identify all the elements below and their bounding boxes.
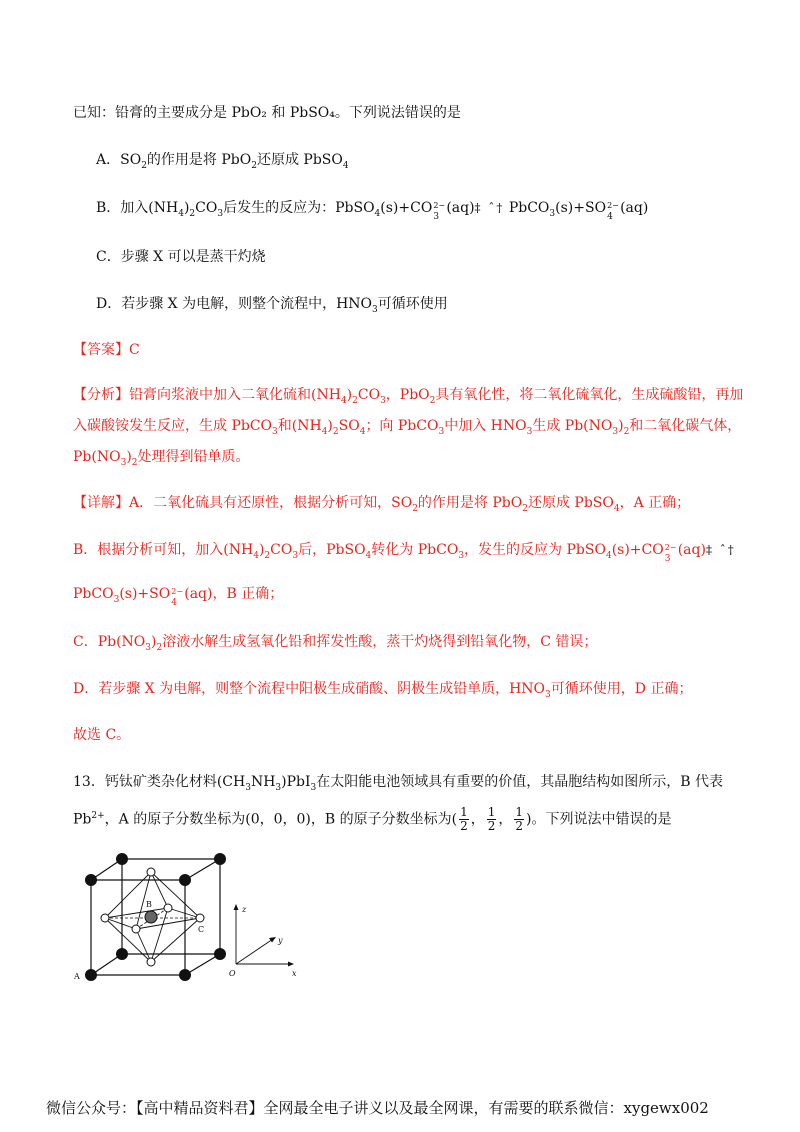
- detail-line-5: D．若步骤 X 为电解，则整个流程中阳极生成硝酸、阴极生成铅单质，$HNO_3$可循环使用，D 正确；: [73, 681, 693, 700]
- body-center-atom-b: [145, 911, 157, 923]
- face-center-atom: [147, 868, 155, 876]
- origin-label: O: [229, 969, 236, 978]
- corner-atom: [214, 853, 226, 865]
- corner-atom: [116, 948, 128, 960]
- face-center-atom: [132, 925, 140, 933]
- fraction-half: $\frac{1}{2}$: [460, 805, 468, 833]
- y-axis-arrow-icon: [269, 937, 276, 943]
- option-a: A．$SO_2$的作用是将 PbO$_2$还原成 PbSO$_4$: [96, 152, 349, 171]
- x-axis-arrow-icon: [288, 962, 294, 967]
- equilibrium-arrow: ‡ ˆ†: [474, 201, 505, 215]
- face-center-atom: [164, 904, 172, 912]
- crystal-cell-figure: [70, 850, 310, 985]
- analysis-line-1: 【分析】铅膏向浆液中加入二氧化硫和$(NH_4)_2CO_3$，PbO$_2$具有氧化性，将二氧化硫氧化，生成硫酸铅，再加: [73, 387, 744, 406]
- corner-atom-a: [85, 969, 97, 981]
- sulfate-ion: 2− 4: [171, 587, 184, 608]
- answer-line: 【答案】C: [73, 342, 140, 358]
- corner-atom: [85, 874, 97, 886]
- label-a: A: [74, 972, 80, 981]
- option-d: D．若步骤 X 为电解，则整个流程中，$HNO_3$可循环使用: [96, 296, 448, 315]
- axis-x-label: x: [292, 969, 297, 978]
- sulfate-ion: 2− 4: [607, 201, 619, 222]
- axis-z-label: z: [242, 905, 247, 914]
- option-b: B．加入$(NH_4)_2CO_3$后发生的反应为：PbSO$_4$(s)+CO 2− 3 (aq)‡ ˆ† PbCO$_3$(s)+SO 2− 4 (aq): [96, 200, 649, 222]
- corner-atom: [116, 853, 128, 865]
- label-b: B: [146, 900, 152, 909]
- corner-atom: [179, 969, 191, 981]
- axis-y-label: y: [278, 936, 283, 945]
- carbonate-ion: 2− 3: [433, 201, 446, 222]
- carbonate-ion: 2− 3: [664, 543, 677, 564]
- detail-line-1: 【详解】A．二氧化硫具有还原性，根据分析可知，$SO_2$的作用是将 PbO$_2$还原成 PbSO$_4$，A 正确；: [73, 495, 691, 514]
- intro-line: 已知：铅膏的主要成分是 PbO₂ 和 PbSO₄。下列说法错误的是: [73, 105, 461, 121]
- question-13-line-2: $Pb^{2+}$，A 的原子分数坐标为(0，0，0)，B 的原子分数坐标为( $\frac{1}{2}$ ， $\frac{1}{2}$ ， $\frac{1}{2}$ )。下列说法中错误的是: [73, 805, 672, 833]
- face-center-atom: [101, 914, 109, 922]
- z-axis-arrow-icon: [234, 904, 239, 910]
- label-c: C: [198, 925, 205, 934]
- fraction-half: $\frac{1}{2}$: [487, 805, 496, 833]
- detail-line-6: 故选 C。: [73, 727, 131, 743]
- question-13-line-1: 13．钙钛矿类杂化材料$(CH_3NH_3)PbI_3$在太阳能电池领域具有重要的价值，其晶胞结构如图所示，B 代表: [73, 774, 723, 793]
- corner-atom: [179, 874, 191, 886]
- face-center-atom: [147, 958, 155, 966]
- analysis-line-2: 入碳酸铵发生反应，生成 PbCO$_3$和$(NH_4)_2SO_4$；向 PbCO$_3$中加入 $HNO_3$生成 $Pb(NO_3)_2$和二氧化碳气体，: [73, 418, 742, 437]
- face-center-atom: [196, 914, 204, 922]
- option-c: C．步骤 X 可以是蒸干灼烧: [96, 249, 266, 265]
- fraction-half: $\frac{1}{2}$: [515, 805, 523, 833]
- detail-line-2: B．根据分析可知，加入$(NH_4)_2CO_3$后，PbSO$_4$转化为 PbCO$_3$，发生的反应为 PbSO$_4$(s)+CO 2− 3 (aq)‡ ˆ†: [73, 542, 736, 564]
- footer-banner: 微信公众号：【高中精品资料君】全网最全电子讲义以及最全网课，有需要的联系微信：xygewx002: [46, 1099, 709, 1117]
- detail-line-4: C．$Pb(NO_3)_2$溶液水解生成氢氧化铅和挥发性酸，蒸干灼烧得到铅氧化物，C 错误；: [73, 634, 598, 653]
- detail-line-3: PbCO$_3$(s)+SO 2− 4 (aq)，B 正确；: [73, 586, 284, 608]
- equilibrium-arrow: ‡ ˆ†: [705, 543, 736, 557]
- corner-atom: [214, 948, 226, 960]
- analysis-line-3: $Pb(NO_3)_2$处理得到铅单质。: [73, 449, 250, 468]
